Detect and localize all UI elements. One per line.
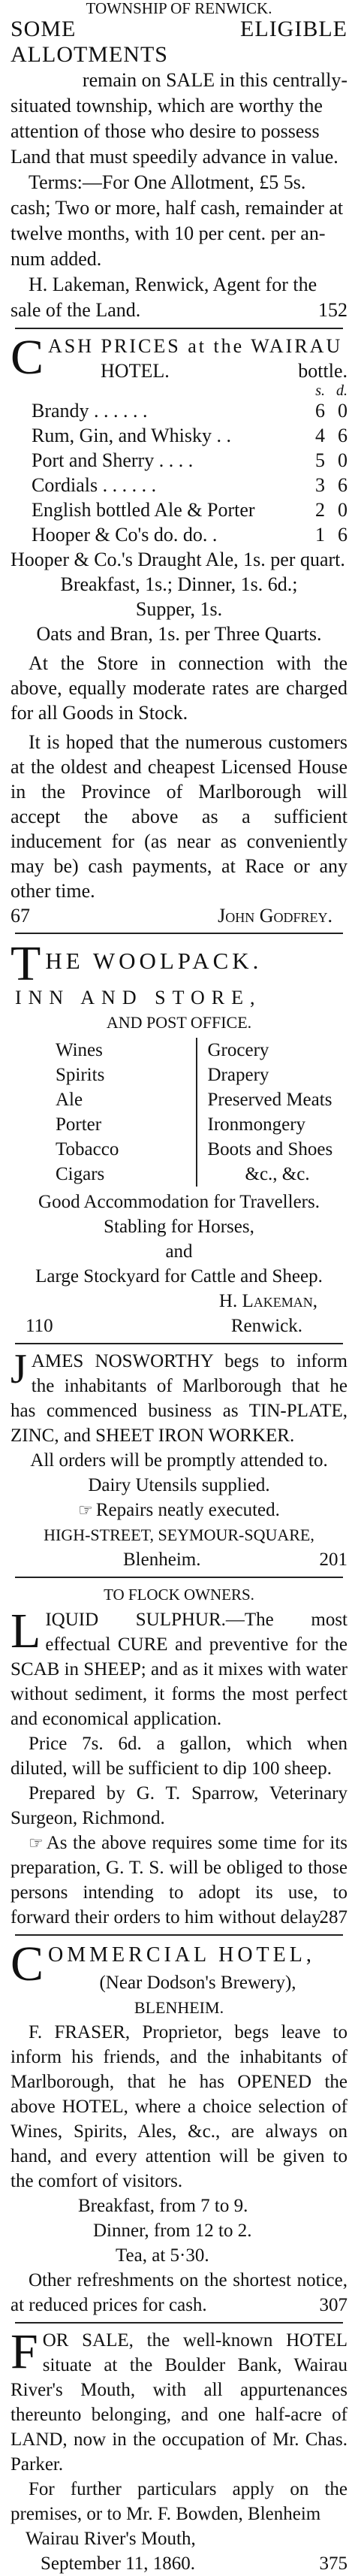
nosworthy-line: Dairy Utensils supplied. (88, 1475, 270, 1495)
drop-cap: C (11, 330, 44, 385)
pointing-hand-icon: ☞ (29, 1834, 44, 1852)
goods-item: Drapery (207, 1065, 269, 1085)
divider (15, 328, 343, 329)
renwick-line: remain on SALE in this centrally- (82, 69, 347, 91)
price-row: Hooper & Co's do. do. . 1 6 (32, 524, 347, 546)
woolpack-line: Stabling for Horses, (104, 1217, 254, 1237)
nosworthy-address: HIGH-STREET, SEYMOUR-SQUARE, (44, 1525, 314, 1544)
drop-cap: J (11, 1346, 27, 1392)
divider (15, 933, 343, 934)
forsale-body: OR SALE, the well-known HOTEL situate at the Boulder Bank, Wairau River's Mouth, with all appurtenances thereunto belonging, and one half-acre of LAND, now in the occupation of Mr. Chas. Parker. (11, 2330, 347, 2475)
woolpack-name: H. Lakeman, (218, 1291, 317, 1311)
divider (15, 1343, 343, 1344)
renwick-agent: H. Lakeman, Renwick, Agent for the (29, 274, 317, 295)
commercial-ad (0, 1937, 358, 2317)
divider (15, 1934, 343, 1936)
goods-item: Spirits (56, 1065, 105, 1085)
divider (15, 1577, 343, 1578)
commercial-other: Other refreshments on the shortest notice, at reduced prices for cash. (11, 2270, 347, 2315)
meal-time: Breakfast, from 7 to 9. (78, 2196, 248, 2216)
price-row: Port and Sherry . . . . 5 0 (32, 449, 347, 471)
drop-cap: T (11, 936, 41, 991)
ad-number: 375 (319, 2553, 347, 2574)
price-row: Rum, Gin, and Whisky . . 4 6 (32, 425, 347, 446)
meal-time: Tea, at 5·30. (116, 2245, 209, 2266)
price-row: English bottled Ale & Porter 2 0 (32, 499, 347, 521)
commercial-town: BLENHEIM. (134, 1998, 224, 2017)
goods-item: Preserved Meats (207, 1090, 332, 1110)
woolpack-line: AND POST OFFICE. (106, 1013, 252, 1032)
commercial-body: F. FRASER, Proprietor, begs leave to inform his friends, and the inhabitants of Marlborough, that he has OPENED the above HOTEL, where a choice selection of Wines, Spirits, Ales, &c., are always on hand, and every attention will be given to the comfort of visitors. (11, 2022, 347, 2191)
sulphur-note: As the above requires some time for its preparation, G. T. S. will be obliged to those persons intending to adopt its use, to forward their orders to him without delay. (11, 1833, 347, 1927)
renwick-ad (0, 0, 358, 323)
drop-cap: L (11, 1604, 41, 1658)
unit-shillings: s. (315, 382, 325, 399)
renwick-terms: Terms:—For One Allotment, £5 5s. (29, 171, 306, 193)
nosworthy-line: All orders will be promptly attended to. (30, 1450, 328, 1471)
goods-item: Cigars (56, 1164, 105, 1184)
renwick-line: SOME ELIGIBLE ALLOTMENTS (11, 17, 347, 67)
woolpack-line: INN AND STORE, (15, 987, 262, 1008)
wairau-line: Breakfast, 1s.; Dinner, 1s. 6d.; (60, 573, 298, 595)
wairau-line: Supper, 1s. (135, 598, 223, 620)
woolpack-title: HE WOOLPACK. (45, 948, 263, 974)
forsale-date: September 11, 1860. (41, 2553, 195, 2574)
nosworthy-town: Blenheim. (123, 1550, 201, 1570)
wairau-ad (0, 330, 358, 928)
goods-item: Grocery (207, 1040, 269, 1060)
woolpack-line: Good Accommodation for Travellers. (38, 1192, 320, 1212)
drop-cap: C (11, 1937, 44, 1991)
goods-item: Ale (56, 1090, 83, 1110)
renwick-terms: num added. (11, 248, 102, 270)
sulphur-price: Price 7s. 6d. a gallon, which when diluted, will be sufficient to dip 100 sheep. (11, 1734, 347, 1779)
renwick-line: situated township, which are worthy the (11, 95, 323, 116)
bottle-label: bottle. (298, 360, 347, 382)
commercial-title: OMMERCIAL HOTEL, (48, 1943, 315, 1967)
unit-pence: d. (336, 382, 347, 399)
goods-item: Ironmongery (207, 1114, 306, 1135)
woolpack-line: Large Stockyard for Cattle and Sheep. (35, 1266, 323, 1286)
sulphur-heading: TO FLOCK OWNERS. (104, 1586, 254, 1604)
woolpack-ad (0, 936, 358, 1338)
goods-item: &c., &c. (245, 1164, 310, 1184)
ad-number: 152 (318, 299, 347, 321)
goods-item: Boots and Shoes (207, 1139, 333, 1160)
renwick-terms: cash; Two or more, half cash, remainder at (11, 197, 344, 219)
goods-item: Porter (56, 1114, 102, 1135)
woolpack-line: and (165, 1241, 193, 1262)
sulphur-prepared: Prepared by G. T. Sparrow, Veterinary Surgeon, Richmond. (11, 1783, 347, 1828)
price-row: Cordials . . . . . . 3 6 (32, 474, 347, 496)
commercial-sub: (Near Dodson's Brewery), (99, 1973, 296, 1993)
sulphur-ad (0, 1583, 358, 1930)
goods-item: Wines (56, 1040, 103, 1060)
ad-number: 201 (319, 1550, 347, 1570)
forsale-para: For further particulars apply on the premises, or to Mr. F. Bowden, Blenheim (11, 2479, 347, 2524)
ad-number: 307 (319, 2295, 347, 2315)
nosworthy-ad (0, 1346, 358, 1572)
wairau-para: It is hoped that the numerous customers at the oldest and cheapest Licensed House in the Province of Marlborough will accept the above as a sufficient inducement for (as near as conveniently may be) cash payments, at Race or any other time. (11, 731, 347, 902)
ad-number: 110 (26, 1316, 53, 1336)
wairau-para: At the Store in connection with the above, equally moderate rates are charged for all Goods in Stock. (11, 652, 347, 724)
wairau-title: ASH PRICES at the WAIRAU (48, 335, 343, 357)
meal-time: Dinner, from 12 to 2. (93, 2221, 252, 2241)
goods-list (56, 1038, 347, 1187)
sulphur-body: IQUID SULPHUR.—The most effectual CURE and preventive for the SCAB in SHEEP; and as it mixes with water without sediment, it forms the most perfect and economical application. (11, 1610, 347, 1729)
wairau-title-2: HOTEL. (101, 360, 170, 382)
ad-number: 67 (11, 905, 30, 927)
goods-item: Tobacco (56, 1139, 119, 1160)
signature: John Godfrey. (218, 905, 332, 927)
nosworthy-body: AMES NOSWORTHY begs to inform the inhabitants of Marlborough that he has commenced business as TIN-PLATE, ZINC, and SHEET IRON WORKER. (11, 1351, 347, 1446)
renwick-terms: twelve months, with 10 per cent. per an- (11, 222, 326, 244)
woolpack-place: Renwick. (230, 1316, 302, 1336)
price-row: Brandy . . . . . . 6 0 (32, 400, 347, 422)
renwick-line: attention of those who desire to possess (11, 120, 320, 142)
nosworthy-line: Repairs neatly executed. (95, 1500, 280, 1520)
wairau-line: Oats and Bran, 1s. per Three Quarts. (36, 623, 322, 645)
forsale-place: Wairau River's Mouth, (26, 2529, 196, 2549)
renwick-agent-end: sale of the Land. (11, 299, 141, 321)
drop-cap: F (11, 2324, 38, 2379)
pointing-hand-icon: ☞ (78, 1501, 93, 1519)
wairau-line: Hooper & Co.'s Draught Ale, 1s. per quart. (11, 549, 345, 570)
divider (15, 2322, 343, 2324)
forsale-ad (0, 2324, 358, 2576)
renwick-line: Land that must speedily advance in value. (11, 146, 338, 168)
ad-number: 287 (319, 1907, 347, 1927)
renwick-heading: TOWNSHIP OF RENWICK. (86, 0, 272, 17)
